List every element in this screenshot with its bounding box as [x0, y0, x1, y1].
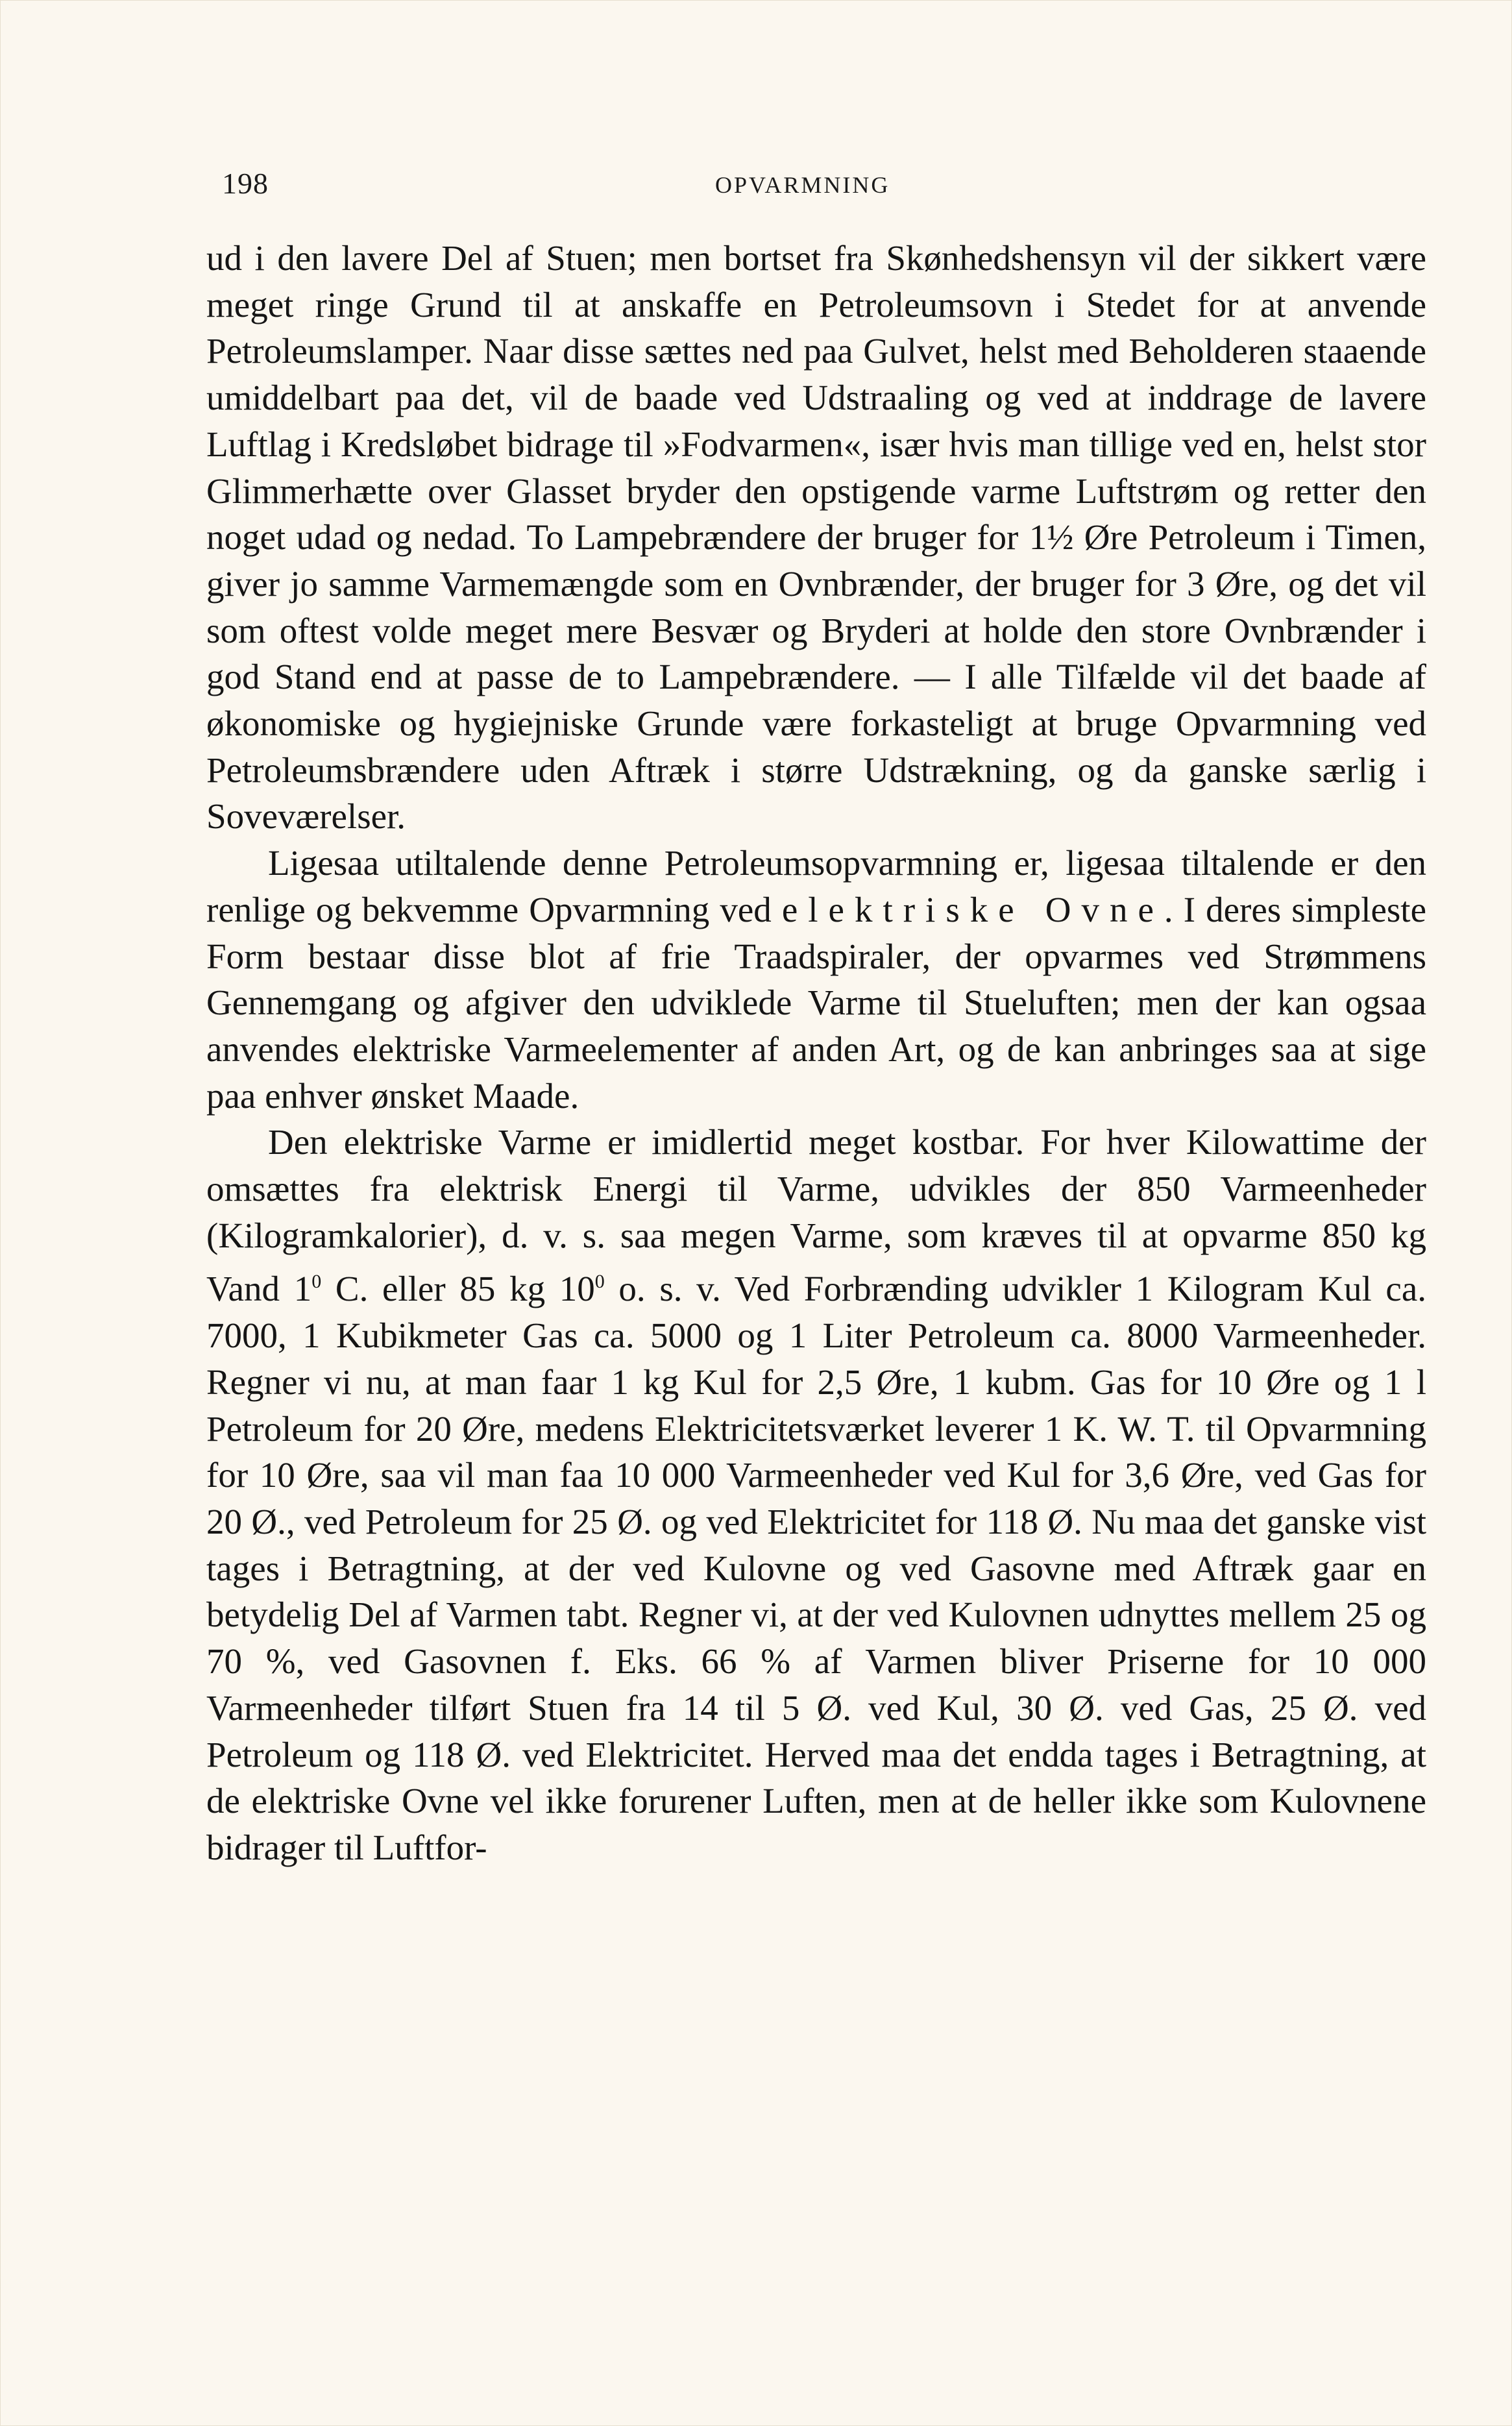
emphasis-elektriske-ovne: elektriske Ovne: [781, 889, 1164, 929]
paragraph-1-text: ud i den lavere Del af Stuen; men bortset fra Skønhedshensyn vil der sikkert være meget ringe Grund til at anskaffe en Petroleumsovn i Stedet for at anvende Petroleumslamper. Naar disse sættes ned paa Gulvet, helst med Beholderen staaende umiddelbart paa det, vil de baade ved Udstraaling og ved at inddrage de lavere Luftlag i Kredsløbet bidrage til »Fodvarmen«, især hvis man tillige ved en, helst stor Glimmerhætte over Glasset bryder den opstigende varme Luftstrøm og retter den noget udad og nedad. To Lampebrændere der bruger for: [206, 238, 1426, 557]
page-header: [222, 166, 1435, 212]
paragraph-3-segment-2: C. eller 85 kg 10: [321, 1269, 595, 1309]
paragraph-2: [206, 840, 1426, 1119]
paragraph-3-segment-3: o. s. v. Ved Forbrænding udvikler 1 Kilogram Kul ca. 7000, 1 Kubikmeter Gas ca. 5000 og 1 Liter Petroleum ca. 8000 Varmeenheder. Regner vi nu, at man faar 1 kg Kul for 2,5 Øre, 1 kubm. Gas for 10 Øre og 1 l Petroleum for 20 Øre, medens Elektricitetsværket leverer 1 K. W. T. til Opvarmning for 10 Øre, saa vil man faa 10 000 Varmeenheder ved Kul for 3,6 Øre, ved Gas for 20 Ø., ved Petroleum for 25 Ø. og ved Elektricitet for 118 Ø. Nu maa det ganske vist tages i Betragtning, at der ved Kulovne og ved Gasovne med Aftræk gaar en betydelig Del af Varmen tabt. Regner vi, at der ved Kulovnen udnyttes mellem 25 og 70: [206, 1269, 1426, 1682]
body-text: [206, 235, 1426, 1871]
paragraph-1: [206, 235, 1426, 840]
running-head: OPVARMNING: [715, 172, 890, 198]
degree-symbol: 0: [594, 1271, 605, 1293]
page-number: 198: [222, 167, 269, 200]
paragraph-2-text: Ligesaa utiltalende denne Petroleumsopvarmning er, ligesaa tiltalende er den renlige og bekvemme Opvarmning ved: [206, 843, 1426, 929]
paragraph-3-segment-4: , ved Gasovnen f. Eks. 66 % af Varmen bliver Priserne for 10 000 Varmeenheder tilført Stuen fra 14 til 5 Ø. ved Kul, 30 Ø. ved Gas, 25 Ø. ved Petroleum og 118 Ø. ved Elektricitet. Herved maa det endda tages i Betragtning, at de elektriske Ovne vel ikke forurener Luften, men at de heller ikke som Kulovnene bidrager til Luftfor-: [206, 1641, 1426, 1867]
paragraph-3: [206, 1119, 1426, 1870]
percent-symbol: %: [265, 1641, 296, 1682]
paragraph-2-text-continued: . I deres simpleste Form bestaar disse blot af frie Traadspiraler, der opvarmes ved Strømmens Gennemgang og afgiver den udviklede Varme til Stueluften; men der kan ogsaa anvendes elektriske Varmeelementer af anden Art, og de kan anbringes saa at sige paa enhver ønsket Maade.: [206, 889, 1426, 1116]
fraction-one-and-half: 1½: [1029, 517, 1074, 557]
degree-symbol: 0: [311, 1271, 322, 1293]
paragraph-1-text-continued: Øre Petroleum i Timen, giver jo samme Varmemængde som en Ovnbrænder, der bruger for 3 Øre, og det vil som oftest volde meget mere Besvær og Bryderi at holde den store Ovnbrænder i god Stand end at passe de to Lampebrændere. — I alle Tilfælde vil det baade af økonomiske og hygiejniske Grunde være forkasteligt at bruge Opvarmning ved Petroleumsbrændere uden Aftræk i større Udstrækning, og da ganske særlig i Soveværelser.: [206, 517, 1426, 837]
paragraph-3-segment-1: Den elektriske Varme er imidlertid meget kostbar. For hver Kilowattime der omsættes fra elektrisk Energi til Varme, udvikles der 850 Varmeenheder (Kilogramkalorier), d. v. s. saa megen Varme, som kræves til at opvarme 850 kg Vand 1: [206, 1122, 1426, 1309]
